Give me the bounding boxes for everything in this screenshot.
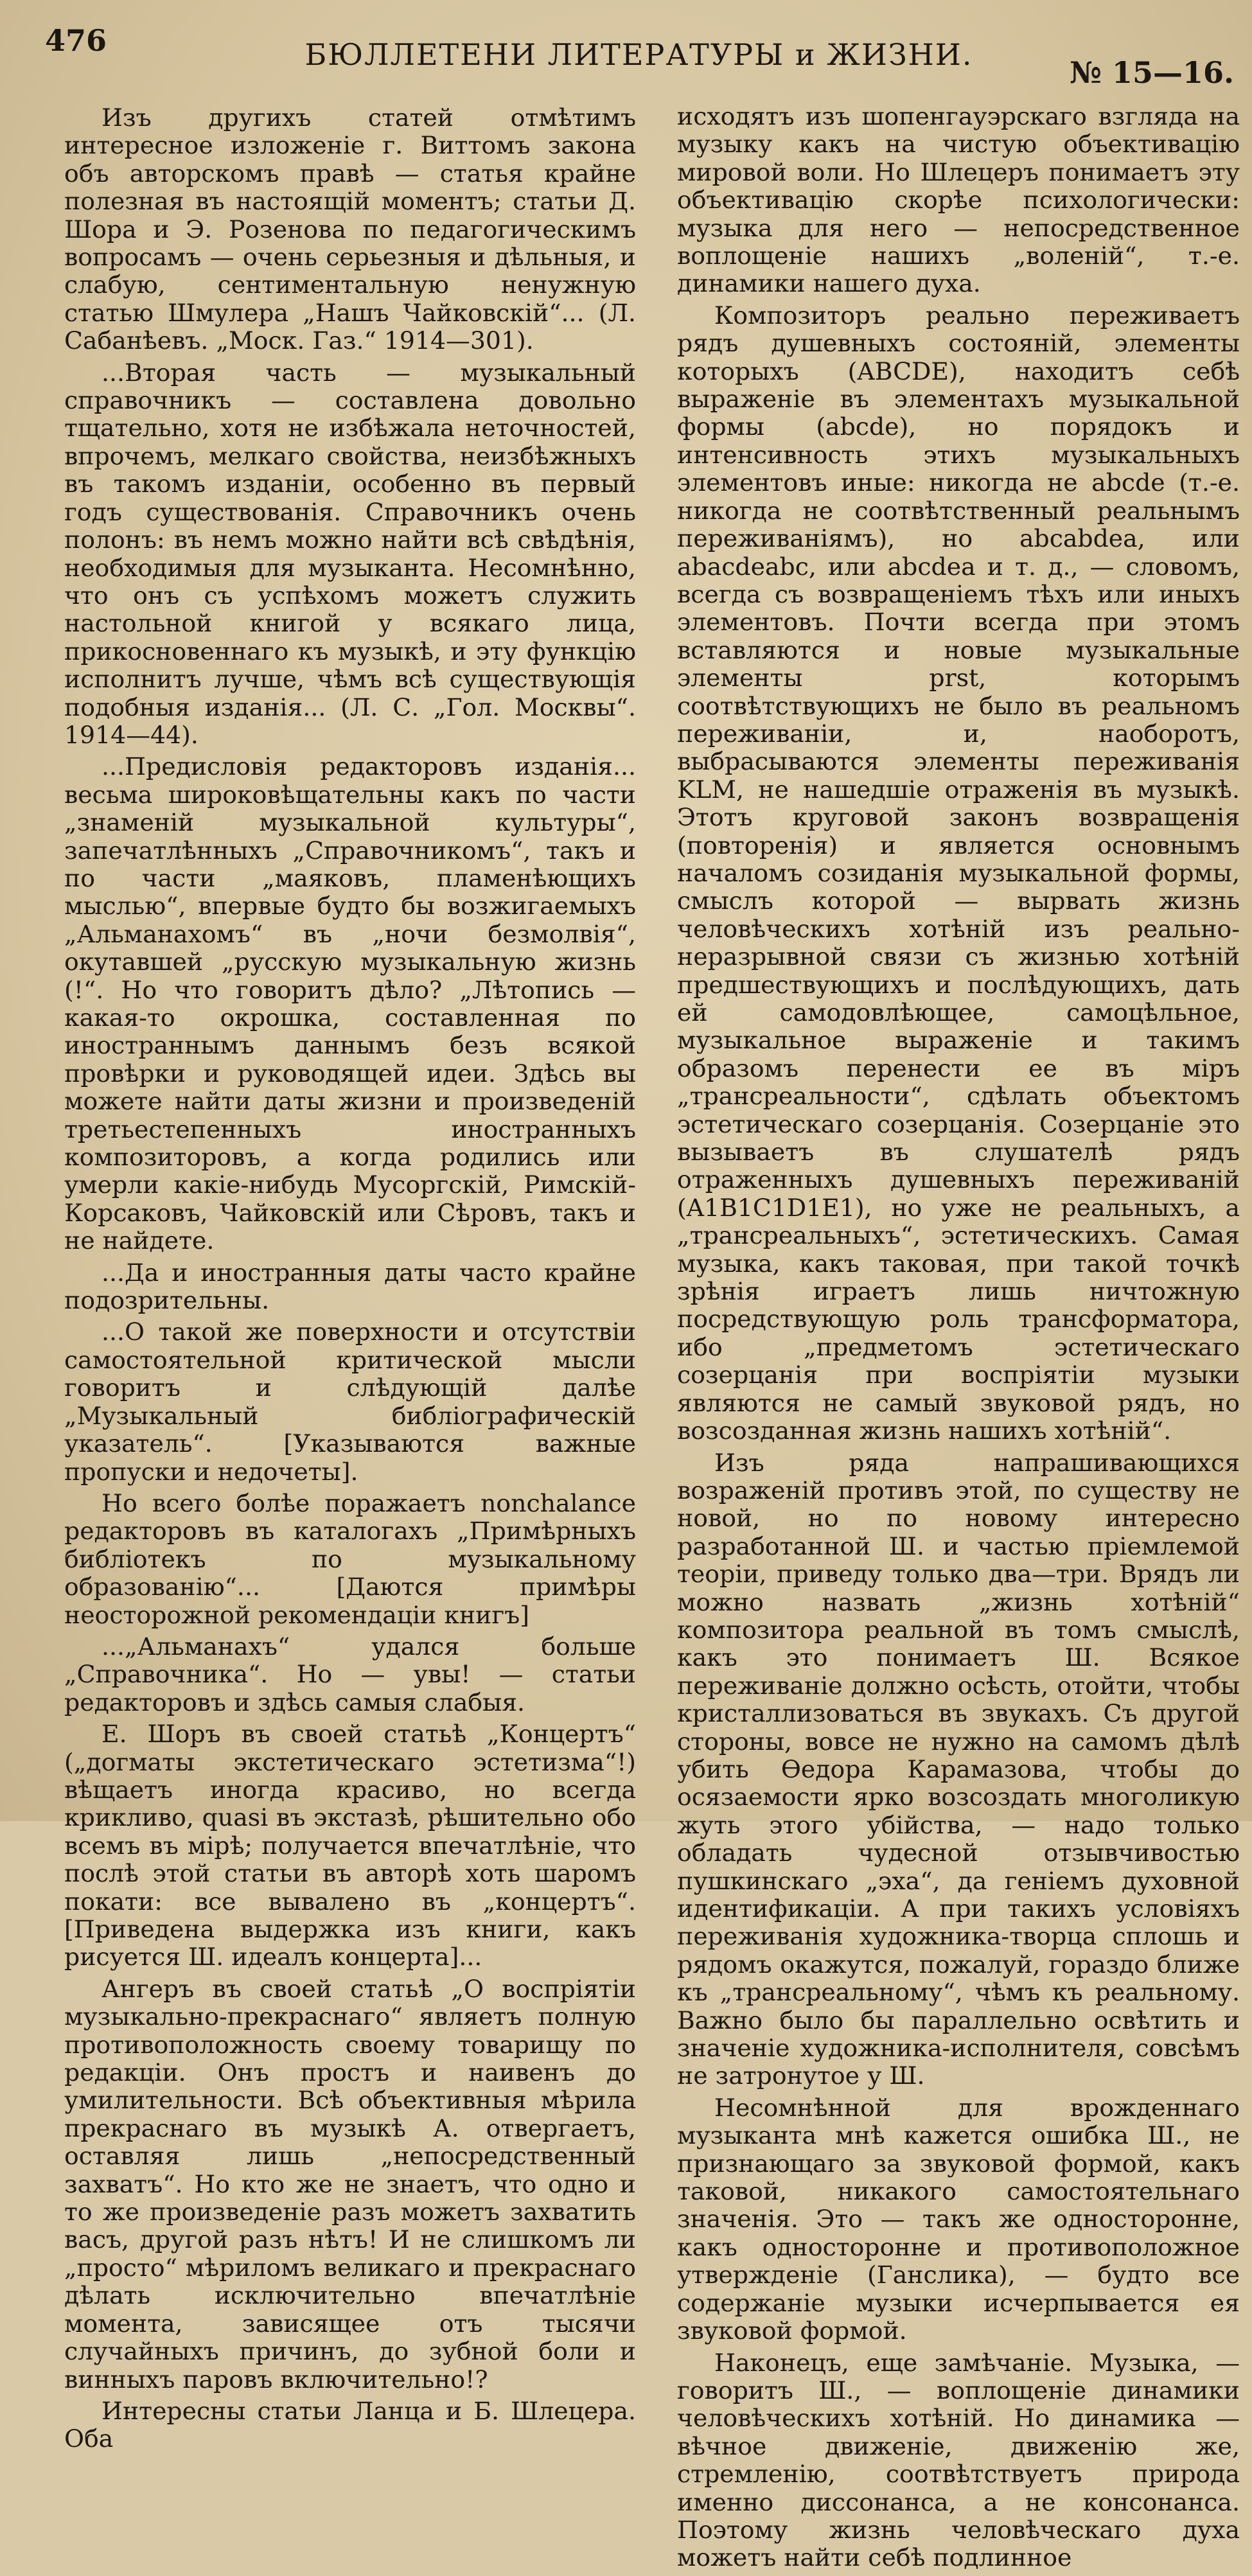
paragraph: Наконецъ, еще замѣчаніе. Музыка, — говоритъ Ш., — воплощеніе динамики человѣческихъ хотѣній. Но динамика — вѣчное движеніе, движенію же, стремленію, соотвѣтствуетъ природа именно диссонанса, а не консонанса. Поэтому жизнь человѣческаго духа можетъ найти себѣ подлинное [677, 2348, 1240, 2572]
paragraph: Изъ ряда напрашивающихся возраженій противъ этой, по существу не новой, но по новому интересно разработанной Ш. и частью пріемлемой теоріи, приведу только два—три. Врядъ ли можно назвать „жизнь хотѣній“ композитора реальной въ томъ смыслѣ, какъ это понимаетъ Ш. Всякое переживаніе должно осѣсть, отойти, чтобы кристаллизоваться въ звукахъ. Съ другой стороны, вовсе не нужно на самомъ дѣлѣ убить Ѳедора Карамазова, чтобы до осязаемости ярко возсоздать многоликую жуть этого убійства, — надо только обладать чудесной отзывчивостью пушкинскаго „эха“, да геніемъ духовной идентификаціи. А при такихъ условіяхъ переживанія художника-творца сплошь и рядомъ окажутся, пожалуй, гораздо ближе къ „трансреальному“, чѣмъ къ реальному. Важно было бы параллельно освѣтить и значеніе художника-исполнителя, совсѣмъ не затронутое у Ш. [677, 1448, 1240, 2090]
paragraph: ...Да и иностранныя даты часто крайне подозрительны. [64, 1258, 636, 1315]
paragraph: Е. Шоръ въ своей статьѣ „Концертъ“ („догматы экстетическаго эстетизма“!) вѣщаетъ иногда красиво, но всегда крикливо, quasi въ экстазѣ, рѣшительно обо всемъ въ мірѣ; получается впечатлѣніе, что послѣ этой статьи въ авторѣ хоть шаромъ покати: все вывалено въ „концертъ“. [Приведена выдержка изъ книги, какъ рисуется Ш. идеалъ концерта]... [64, 1720, 636, 1972]
running-title: БЮЛЛЕТЕНИ ЛИТЕРАТУРЫ и ЖИЗНИ. [304, 37, 973, 72]
paragraph: Интересны статьи Ланца и Б. Шлецера. Оба [64, 2396, 636, 2453]
paragraph: Ангеръ въ своей статьѣ „О воспріятіи музыкально-прекраснаго“ являетъ полную противоположность своему товарищу по редакціи. Онъ простъ и наивенъ до умилительности. Всѣ объективныя мѣрила прекраснаго въ музыкѣ А. отвергаетъ, оставляя лишь „непосредственный захватъ“. Но кто же не знаетъ, что одно и то же произведеніе разъ можетъ захватить васъ, другой разъ нѣтъ! И не слишкомъ ли „просто“ мѣриломъ великаго и прекраснаго дѣлать исключительно впечатлѣніе момента, зависящее отъ тысячи случайныхъ причинъ, до зубной боли и винныхъ паровъ включительно!? [64, 1974, 636, 2394]
issue-number: № 15—16. [1069, 55, 1234, 90]
paragraph: Изъ другихъ статей отмѣтимъ интересное изложеніе г. Виттомъ закона объ авторскомъ правѣ — статья крайне полезная въ настоящій моментъ; статьи Д. Шора и Э. Розенова по педагогическимъ вопросамъ — очень серьезныя и дѣльныя, и слабую, сентиментальную ненужную статью Шмулера „Нашъ Чайковскій“... (Л. Сабанѣевъ. „Моск. Газ.“ 1914—301). [64, 103, 636, 355]
paragraph: ...„Альманахъ“ удался больше „Справочника“. Но — увы! — статьи редакторовъ и здѣсь самыя слабыя. [64, 1632, 636, 1716]
paragraph: ...Предисловія редакторовъ изданія... весьма широковѣщательны какъ по части „знаменій музыкальной культуры“, запечатлѣнныхъ „Справочникомъ“, такъ и по части „маяковъ, пламенѣющихъ мыслью“, впервые будто бы возжигаемыхъ „Альманахомъ“ въ „ночи безмолвія“, окутавшей „русскую музыкальную жизнь (!“. Но что говоритъ дѣло? „Лѣтопись — какая-то окрошка, составленная по иностраннымъ даннымъ безъ всякой провѣрки и руководящей идеи. Здѣсь вы можете найти даты жизни и произведеній третьестепенныхъ иностранныхъ композиторовъ, а когда родились или умерли какіе-нибудь Мусоргскій, Римскій-Корсаковъ, Чайковскій или Сѣровъ, такъ и не найдете. [64, 752, 636, 1255]
paragraph: Композиторъ реально переживаетъ рядъ душевныхъ состояній, элементы которыхъ (ABCDE), находитъ себѣ выраженіе въ элементахъ музыкальной формы (abcde), но порядокъ и интенсивность этихъ музыкальныхъ элементовъ иные: никогда не abcde (т.-е. никогда не соотвѣтственный реальнымъ переживаніямъ), но abcabdea, или abacdeabc, или abcdea и т. д., — словомъ, всегда съ возвращеніемъ тѣхъ или иныхъ элементовъ. Почти всегда при этомъ вставляются и новые музыкальные элементы prst, которымъ соотвѣтствующихъ не было въ реальномъ переживаніи, и, наоборотъ, выбрасываются элементы переживанія KLM, не нашедшіе отраженія въ музыкѣ. Этотъ круговой законъ возвращенія (повторенія) и является основнымъ началомъ созиданія музыкальной формы, смыслъ которой — вырвать жизнь человѣческихъ хотѣній изъ реально-неразрывной связи съ жизнью хотѣній предшествующихъ и послѣдующихъ, дать ей самодовлѣющее, самоцѣльное, музыкальное выраженіе и такимъ образомъ перенести ее въ міръ „трансреальности“, сдѣлать объектомъ эстетическаго созерцанія. Созерцаніе это вызываетъ въ слушателѣ рядъ отраженныхъ душевныхъ переживаній (A1B1C1D1E1), но уже не реальныхъ, а „трансреальныхъ“, эстетическихъ. Самая музыка, какъ таковая, при такой точкѣ зрѣнія играетъ лишь ничтожную посредствующую роль трансформатора, ибо „предметомъ эстетическаго созерцанія при воспріятіи музыки являются не самый звуковой рядъ, но возсозданная жизнь нашихъ хотѣній“. [677, 301, 1240, 1445]
left-column [64, 104, 636, 2457]
page-number: 476 [45, 23, 107, 58]
paragraph: исходятъ изъ шопенгауэрскаго взгляда на музыку какъ на чистую объективацію мировой воли. Но Шлецеръ понимаетъ эту объективацію скорѣе психологически: музыка для него — непосредственное воплощеніе нашихъ „воленій“, т.-е. динамики нашего духа. [677, 102, 1240, 298]
paragraph: Но всего болѣе поражаетъ nonchalance редакторовъ въ каталогахъ „Примѣрныхъ библіотекъ по музыкальному образованію“... [Даются примѣры неосторожной рекомендаціи книгъ] [64, 1488, 636, 1629]
right-column [677, 103, 1240, 2576]
paragraph: ...О такой же поверхности и отсутствіи самостоятельной критической мысли говоритъ и слѣдующій далѣе „Музыкальный библіографическій указатель“. [Указываются важные пропуски и недочеты]. [64, 1318, 636, 1486]
paragraph: Несомнѣнной для врожденнаго музыканта мнѣ кажется ошибка Ш., не признающаго за звуковой формой, какъ таковой, никакого самостоятельнаго значенія. Это — такъ же односторонне, какъ одностороннe и противоположное утвержденіе (Ганслика), — будто все содержаніе музыки исчерпывается ея звуковой формой. [677, 2093, 1240, 2345]
paragraph: ...Вторая часть — музыкальный справочникъ — составлена довольно тщательно, хотя не избѣжала неточностей, впрочемъ, мелкаго свойства, неизбѣжныхъ въ такомъ изданіи, особенно въ первый годъ существованія. Справочникъ очень полонъ: въ немъ можно найти всѣ свѣдѣнія, необходимыя для музыканта. Несомнѣнно, что онъ съ успѣхомъ можетъ служить настольной книгой у всякаго лица, прикосновеннаго къ музыкѣ, и эту функцію исполнитъ лучше, чѣмъ всѣ существующія подобныя изданія... (Л. С. „Гол. Москвы“. 1914—44). [64, 358, 636, 749]
page-header [40, 23, 1238, 90]
